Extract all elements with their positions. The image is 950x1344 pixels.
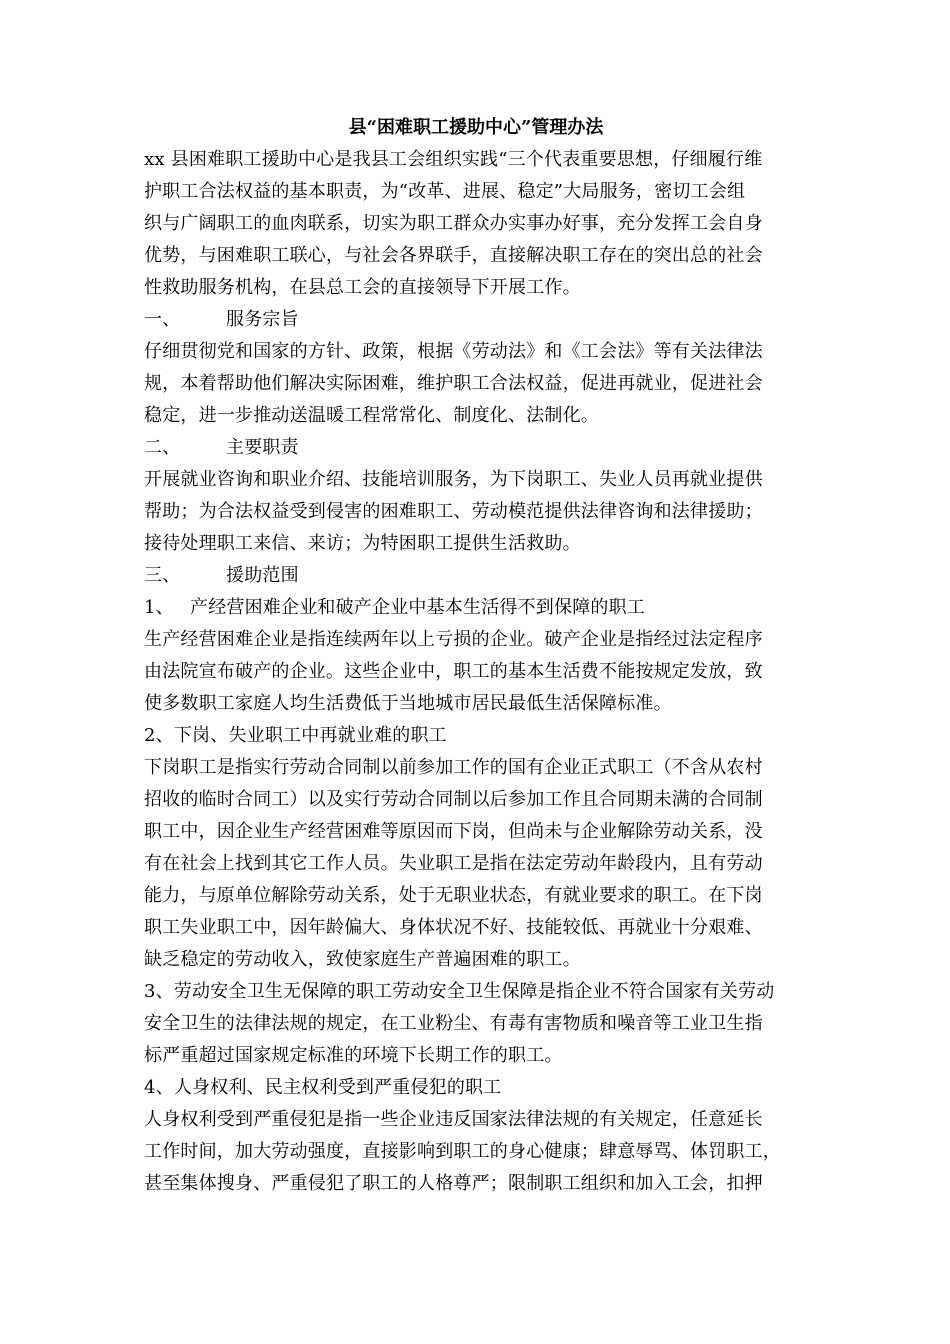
text-line: 职工失业职工中，因年龄偏大、身体状况不好、技能较低、再就业十分艰难、 [144,917,763,938]
section-2-paragraph [144,464,808,560]
text-line: 职工中，因企业生产经营困难等原因而下岗，但尚未与企业解除劳动关系，没 [144,821,763,842]
document-title: 县“困难职工援助中心”管理办法 [348,117,604,138]
item-4-paragraph [144,1104,808,1200]
item-heading-2: 2、下岗、失业职工中再就业难的职工 [144,725,447,746]
section-title: 主要职责 [226,437,299,458]
section-number: 三、 [144,565,181,586]
section-heading-1 [144,304,808,336]
section-heading-3 [144,560,808,592]
text-line: 织与广阔职工的血肉联系，切实为职工群众办实事办好事，充分发挥工会自身 [144,213,763,234]
text-line: 能力，与原单位解除劳动关系，处于无职业状态，有就业要求的职工。在下岗 [144,885,763,906]
text-line: 招收的临时合同工）以及实行劳动合同制以后参加工作且合同期未满的合同制 [144,789,763,810]
text-line: 由法院宣布破产的企业。这些企业中，职工的基本生活费不能按规定发放，致 [144,661,763,682]
section-number: 一、 [144,309,181,330]
section-1-paragraph [144,336,808,432]
intro-paragraph [144,144,808,304]
item-3-paragraph [144,976,808,1072]
text-line: 性救助服务机构，在县总工会的直接领导下开展工作。 [144,277,581,298]
item-number: 1、 [144,597,174,618]
text-line: xx 县困难职工援助中心是我县工会组织实践“三个代表重要思想，仔细履行维 [144,149,763,170]
text-line: 人身权利受到严重侵犯是指一些企业违反国家法律法规的有关规定，任意延长 [144,1109,763,1130]
text-line: 工作时间，加大劳动强度，直接影响到职工的身心健康；肆意辱骂、体罚职工， [144,1141,781,1162]
text-line: 缺乏稳定的劳动收入，致使家庭生产普遍困难的职工。 [144,949,581,970]
item-1-paragraph [144,624,808,720]
section-title: 援助范围 [226,565,299,586]
text-line: 帮助；为合法权益受到侵害的困难职工、劳动模范提供法律咨询和法律援助； [144,501,763,522]
text-line: 使多数职工家庭人均生活费低于当地城市居民最低生活保障标准。 [144,693,672,714]
text-line: 标严重超过国家规定标准的环境下长期工作的职工。 [144,1045,563,1066]
text-line: 开展就业咨询和职业介绍、技能培训服务，为下岗职工、失业人员再就业提供 [144,469,763,490]
text-line: 优势，与困难职工联心，与社会各界联手，直接解决职工存在的突出总的社会 [144,245,763,266]
text-line: 仔细贯彻党和国家的方针、政策，根据《劳动法》和《工会法》等有关法律法 [144,341,763,362]
section-heading-2 [144,432,808,464]
text-line: 稳定，进一步推动送温暖工程常常化、制度化、法制化。 [144,405,599,426]
text-line: 生产经营困难企业是指连续两年以上亏损的企业。破产企业是指经过法定程序 [144,629,763,650]
text-line: 护职工合法权益的基本职责，为“改革、进展、稳定”大局服务，密切工会组 [144,181,746,202]
text-line: 接待处理职工来信、来访；为特困职工提供生活救助。 [144,533,581,554]
document-page [144,112,808,1200]
text-line: 甚至集体搜身、严重侵犯了职工的人格尊严；限制职工组织和加入工会，扣押 [144,1173,763,1194]
section-title: 服务宗旨 [226,309,299,330]
text-line: 有在社会上找到其它工作人员。失业职工是指在法定劳动年龄段内，且有劳动 [144,853,763,874]
item-2-paragraph [144,752,808,976]
text-line: 规，本着帮助他们解决实际困难，维护职工合法权益，促进再就业，促进社会 [144,373,763,394]
item-heading-4: 4、人身权利、民主权利受到严重侵犯的职工 [144,1077,502,1098]
section-number: 二、 [144,437,181,458]
text-line: 下岗职工是指实行劳动合同制以前参加工作的国有企业正式职工（不含从农村 [144,757,763,778]
text-line: 安全卫生的法律法规的规定，在工业粉尘、有毒有害物质和噪音等工业卫生指 [144,1013,763,1034]
text-line: 3、劳动安全卫生无保障的职工劳动安全卫生保障是指企业不符合国家有关劳动 [144,981,775,1002]
item-title: 产经营困难企业和破产企业中基本生活得不到保障的职工 [190,597,645,618]
item-heading-1 [144,592,808,624]
